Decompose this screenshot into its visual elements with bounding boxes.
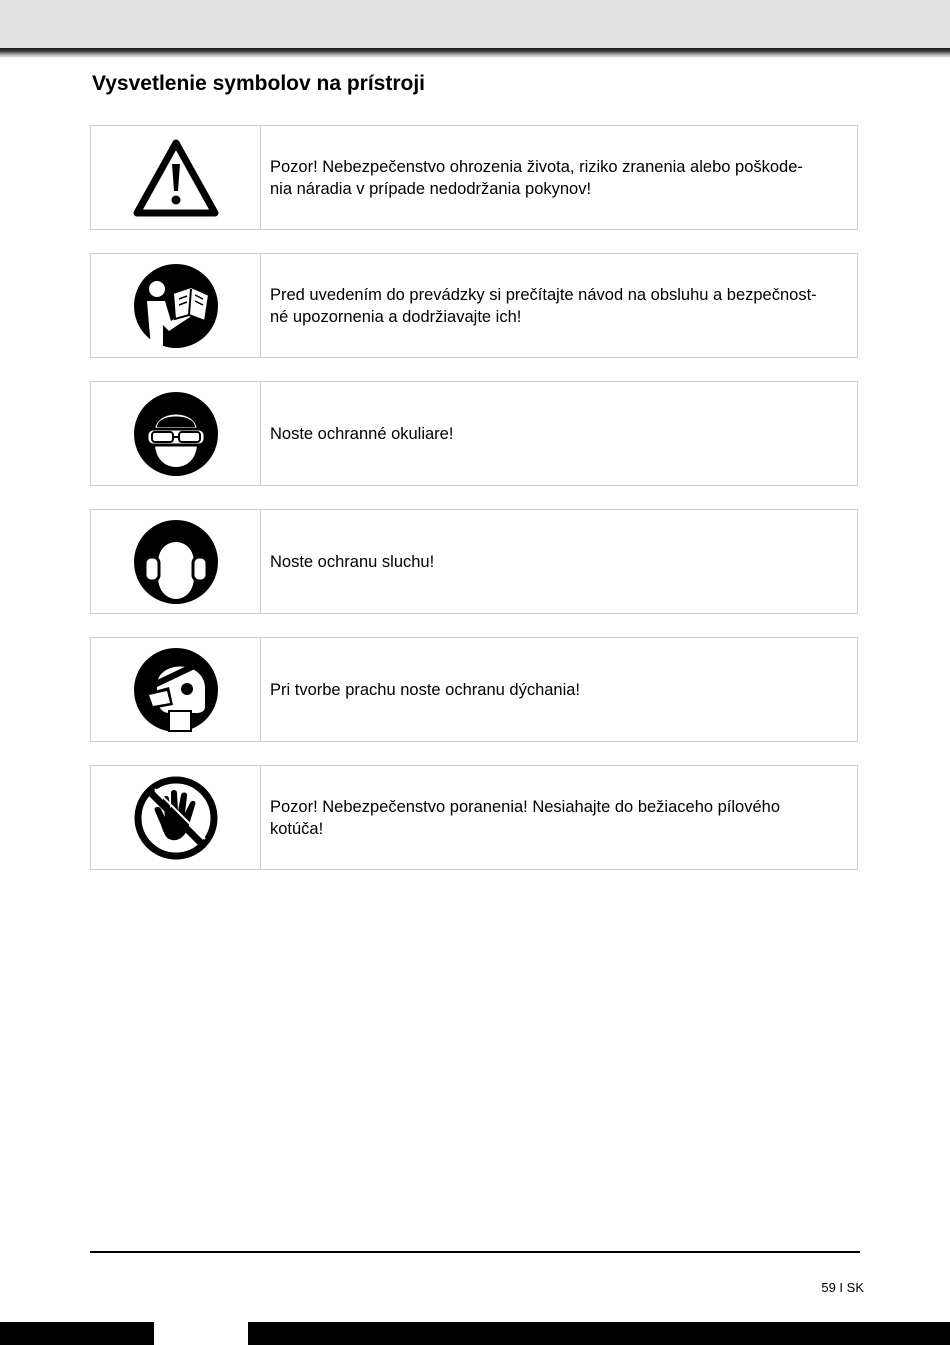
symbol-text-line-2: kotúča! [270, 819, 324, 838]
symbol-row-read-manual [90, 253, 858, 358]
symbol-text: Noste ochranné okuliare! [270, 424, 454, 443]
ear-protection-icon [133, 519, 219, 605]
symbol-icon-cell [91, 510, 261, 613]
safety-goggles-icon [133, 391, 219, 477]
symbol-icon-cell [91, 126, 261, 229]
symbol-row-respirator [90, 637, 858, 742]
symbol-row-warning [90, 125, 858, 230]
symbol-text [261, 254, 857, 357]
symbol-icon-cell [91, 254, 261, 357]
symbol-text [261, 766, 857, 869]
symbol-icon-cell [91, 382, 261, 485]
no-hands-icon [133, 775, 219, 861]
symbol-row-ear-protection [90, 509, 858, 614]
symbol-text-line-1: Pred uvedením do prevádzky si prečítajte návod na obsluhu a bezpečnost- [270, 285, 817, 304]
page-title: Vysvetlenie symbolov na prístroji [92, 72, 426, 95]
symbol-row-no-hands [90, 765, 858, 870]
top-header-shadow [0, 48, 950, 58]
read-manual-icon [133, 263, 219, 349]
top-header-bar [0, 0, 950, 48]
warning-triangle-icon [133, 139, 219, 217]
symbol-text [261, 126, 857, 229]
footer-rule [90, 1251, 860, 1253]
symbol-text-line-2: nia náradia v prípade nedodržania pokynov! [270, 179, 592, 198]
symbol-text: Noste ochranu sluchu! [270, 552, 435, 571]
symbol-icon-cell [91, 638, 261, 741]
symbol-text-line-1: Pozor! Nebezpečenstvo ohrozenia života, riziko zranenia alebo poškode- [270, 157, 803, 176]
bottom-bar [0, 1322, 950, 1345]
bottom-bar-gap [154, 1322, 248, 1345]
page-number: 59 I SK [821, 1280, 864, 1295]
symbol-list [90, 125, 858, 893]
symbol-icon-cell [91, 766, 261, 869]
symbol-text: Pri tvorbe prachu noste ochranu dýchania! [270, 680, 581, 699]
symbol-text-line-2: né upozornenia a dodržiavajte ich! [270, 307, 522, 326]
symbol-row-goggles [90, 381, 858, 486]
symbol-text-line-1: Pozor! Nebezpečenstvo poranenia! Nesiahajte do bežiaceho pílového [270, 797, 781, 816]
respirator-icon [133, 647, 219, 733]
